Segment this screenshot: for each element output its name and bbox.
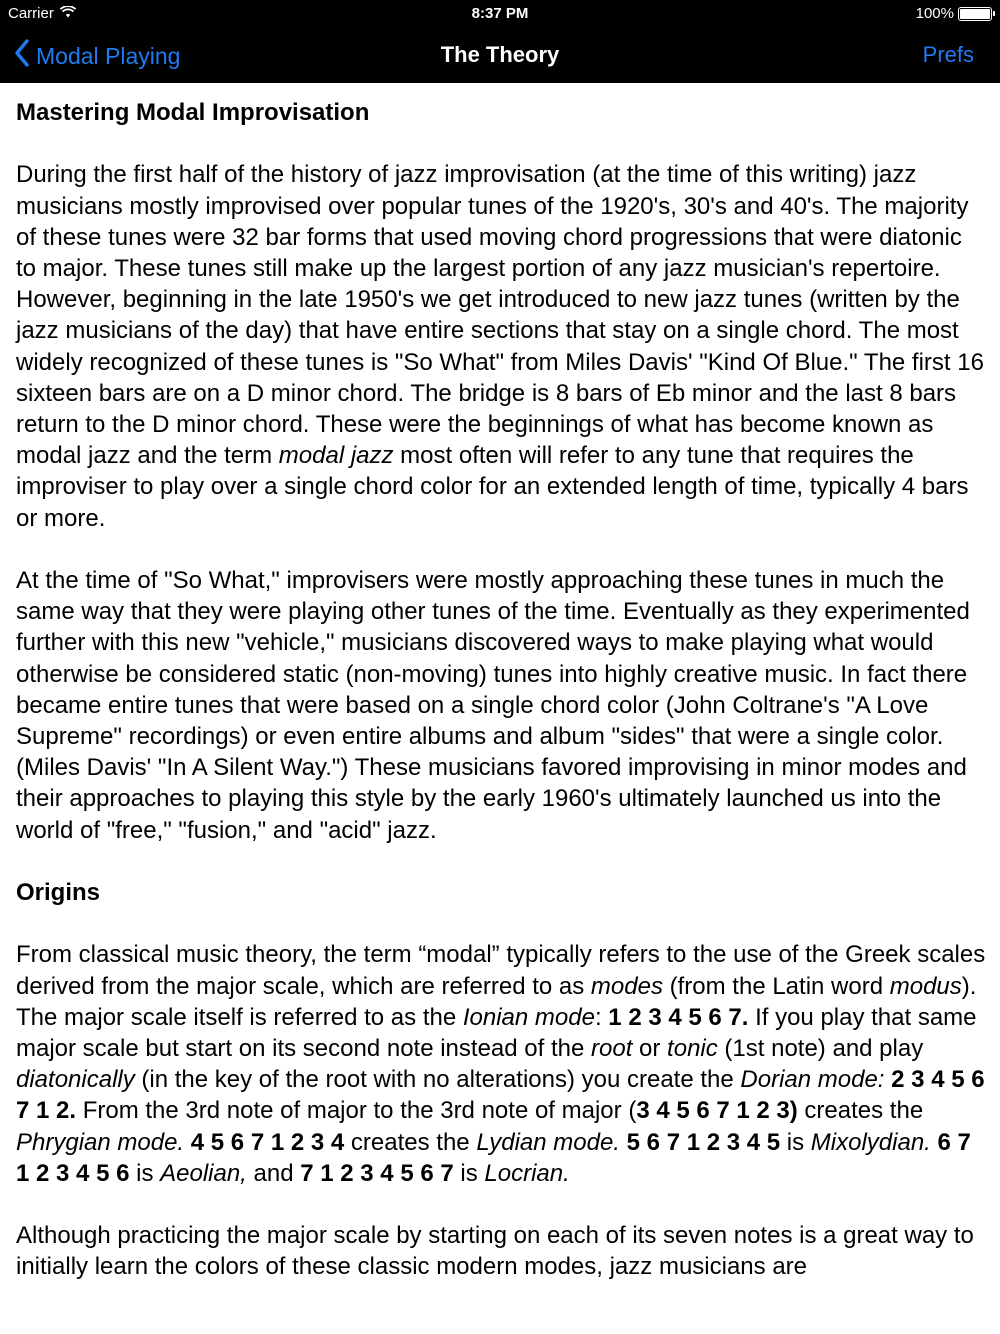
origins-text: is bbox=[453, 1159, 485, 1187]
origins-text: (1st note) and play bbox=[717, 1035, 924, 1063]
origins-italic: Ionian mode bbox=[462, 1003, 595, 1031]
article-content bbox=[16, 97, 988, 1283]
origins-text: is bbox=[129, 1159, 161, 1187]
origins-italic: Mixolydian. bbox=[810, 1128, 931, 1156]
origins-text bbox=[184, 1129, 191, 1156]
origins-scale-numbers: 7 1 2 3 4 5 6 7 bbox=[300, 1159, 454, 1187]
origins-scale-numbers: 4 5 6 7 1 2 3 4 bbox=[190, 1128, 345, 1156]
origins-text: or bbox=[632, 1035, 668, 1063]
paragraph-spacer bbox=[16, 908, 988, 939]
origins-text bbox=[620, 1129, 627, 1156]
paragraph-spacer bbox=[16, 1189, 988, 1220]
origins-text: If you play that same major scale but start on its second note instead of the bbox=[16, 1003, 977, 1063]
carrier-label: Carrier bbox=[8, 5, 54, 22]
origins-italic: Dorian mode: bbox=[740, 1066, 885, 1094]
navigation-bar bbox=[0, 28, 1000, 83]
origins-italic: Locrian. bbox=[484, 1159, 570, 1187]
origins-italic: Aeolian, bbox=[160, 1159, 247, 1187]
origins-text: is bbox=[780, 1128, 811, 1156]
origins-scale-numbers: 2 3 4 5 6 7 1 2. bbox=[16, 1066, 985, 1125]
origins-text: From the 3rd note of major to the 3rd note of major ( bbox=[76, 1097, 637, 1125]
paragraph-intro-text-b: most often will refer to any tune that requires the improviser to play over a single chord color for an extended length of time, typically 4 bars or more. bbox=[16, 442, 969, 532]
paragraph-spacer bbox=[16, 846, 988, 877]
status-bar bbox=[0, 0, 1000, 28]
origins-italic: Lydian mode. bbox=[476, 1128, 620, 1156]
paragraph-intro bbox=[16, 159, 988, 533]
origins-italic: Phrygian mode. bbox=[16, 1128, 185, 1156]
origins-italic: root bbox=[591, 1035, 633, 1063]
battery-group bbox=[916, 5, 992, 22]
origins-text: creates the bbox=[344, 1128, 477, 1156]
paragraph-intro-text-a: During the first half of the history of jazz improvisation (at the time of this writing) jazz musicians mostly improvised over popular tunes of the 1920's, 30's and 40's. The majority of these tunes were 32 bar forms that used moving chord progressions that were diatonic to major. These tunes still make up the largest portion of any jazz musician's repertoire. However, beginning in the late 1950's we get introduced to new jazz tunes (written by the jazz musicians of the day) that have entire sections that stay on a single chord. The most widely recognized of these tunes is "So What" from Miles Davis' "Kind Of Blue." The first 16 sixteen bars are on a D minor chord. The bridge is 8 bars of Eb minor and the last 8 bars return to the D minor chord. These were the beginnings of what has become known as modal jazz and the term bbox=[16, 161, 984, 470]
origins-text: (in the key of the root with no alterations) you create the bbox=[134, 1066, 741, 1094]
origins-text: (from the Latin word bbox=[662, 972, 890, 1000]
heading-origins: Origins bbox=[16, 879, 101, 907]
origins-italic: tonic bbox=[667, 1035, 718, 1063]
status-time: 8:37 PM bbox=[471, 5, 529, 22]
origins-text: ). The major scale itself is referred to as the bbox=[16, 972, 977, 1031]
origins-italic: modus bbox=[889, 972, 962, 1000]
origins-text: : bbox=[594, 1003, 609, 1031]
origins-scale-numbers: 5 6 7 1 2 3 4 5 bbox=[626, 1128, 781, 1156]
heading-mastering-modal: Mastering Modal Improvisation bbox=[16, 99, 370, 126]
origins-text: and bbox=[246, 1159, 301, 1187]
origins-scale-numbers: 6 7 1 2 3 4 5 6 bbox=[16, 1128, 971, 1187]
paragraph-intro-emphasis: modal jazz bbox=[278, 442, 394, 470]
paragraph-spacer bbox=[16, 128, 988, 159]
paragraph-so-what: At the time of "So What," improvisers were mostly approaching these tunes in much the same way that they were playing other tunes of the time. Eventually as they experimented further with this new "vehicle," musicians discovered ways to make playing what would otherwise be considered static (non-moving) tunes into highly creative music. In fact there became entire tunes that were based on a single chord color (John Coltrane's "A Love Supreme" recordings) or even entire albums and album "sides" that were a single color. (Miles Davis' "In A Silent Way.") These musicians favored improvising in minor modes and their approaches to playing this style by the early 1960's ultimately launched us into the world of "free," "fusion," and "acid" jazz. bbox=[16, 567, 970, 844]
paragraph-origins bbox=[16, 939, 988, 1189]
origins-scale-numbers: 3 4 5 6 7 1 2 3) bbox=[636, 1097, 798, 1125]
prefs-button[interactable]: Prefs bbox=[922, 42, 974, 67]
battery-icon bbox=[958, 7, 992, 21]
origins-text: creates the bbox=[797, 1097, 924, 1125]
origins-italic: modes bbox=[590, 972, 663, 1000]
paragraph-practice: Although practicing the major scale by starting on each of its seven notes is a great way to initially learn the colors of these classic modern modes, jazz musicians are bbox=[16, 1222, 974, 1281]
origins-text bbox=[931, 1129, 938, 1156]
nav-title: The Theory bbox=[440, 42, 560, 67]
origins-scale-numbers: 1 2 3 4 5 6 7. bbox=[608, 1003, 749, 1031]
origins-italic: diatonically bbox=[16, 1066, 135, 1094]
origins-text: From classical music theory, the term “modal” typically refers to the use of the Greek scales derived from the major scale, which are referred to as bbox=[16, 941, 986, 1000]
back-button-label: Modal Playing bbox=[36, 42, 181, 69]
paragraph-spacer bbox=[16, 534, 988, 565]
battery-percent: 100% bbox=[915, 5, 954, 22]
